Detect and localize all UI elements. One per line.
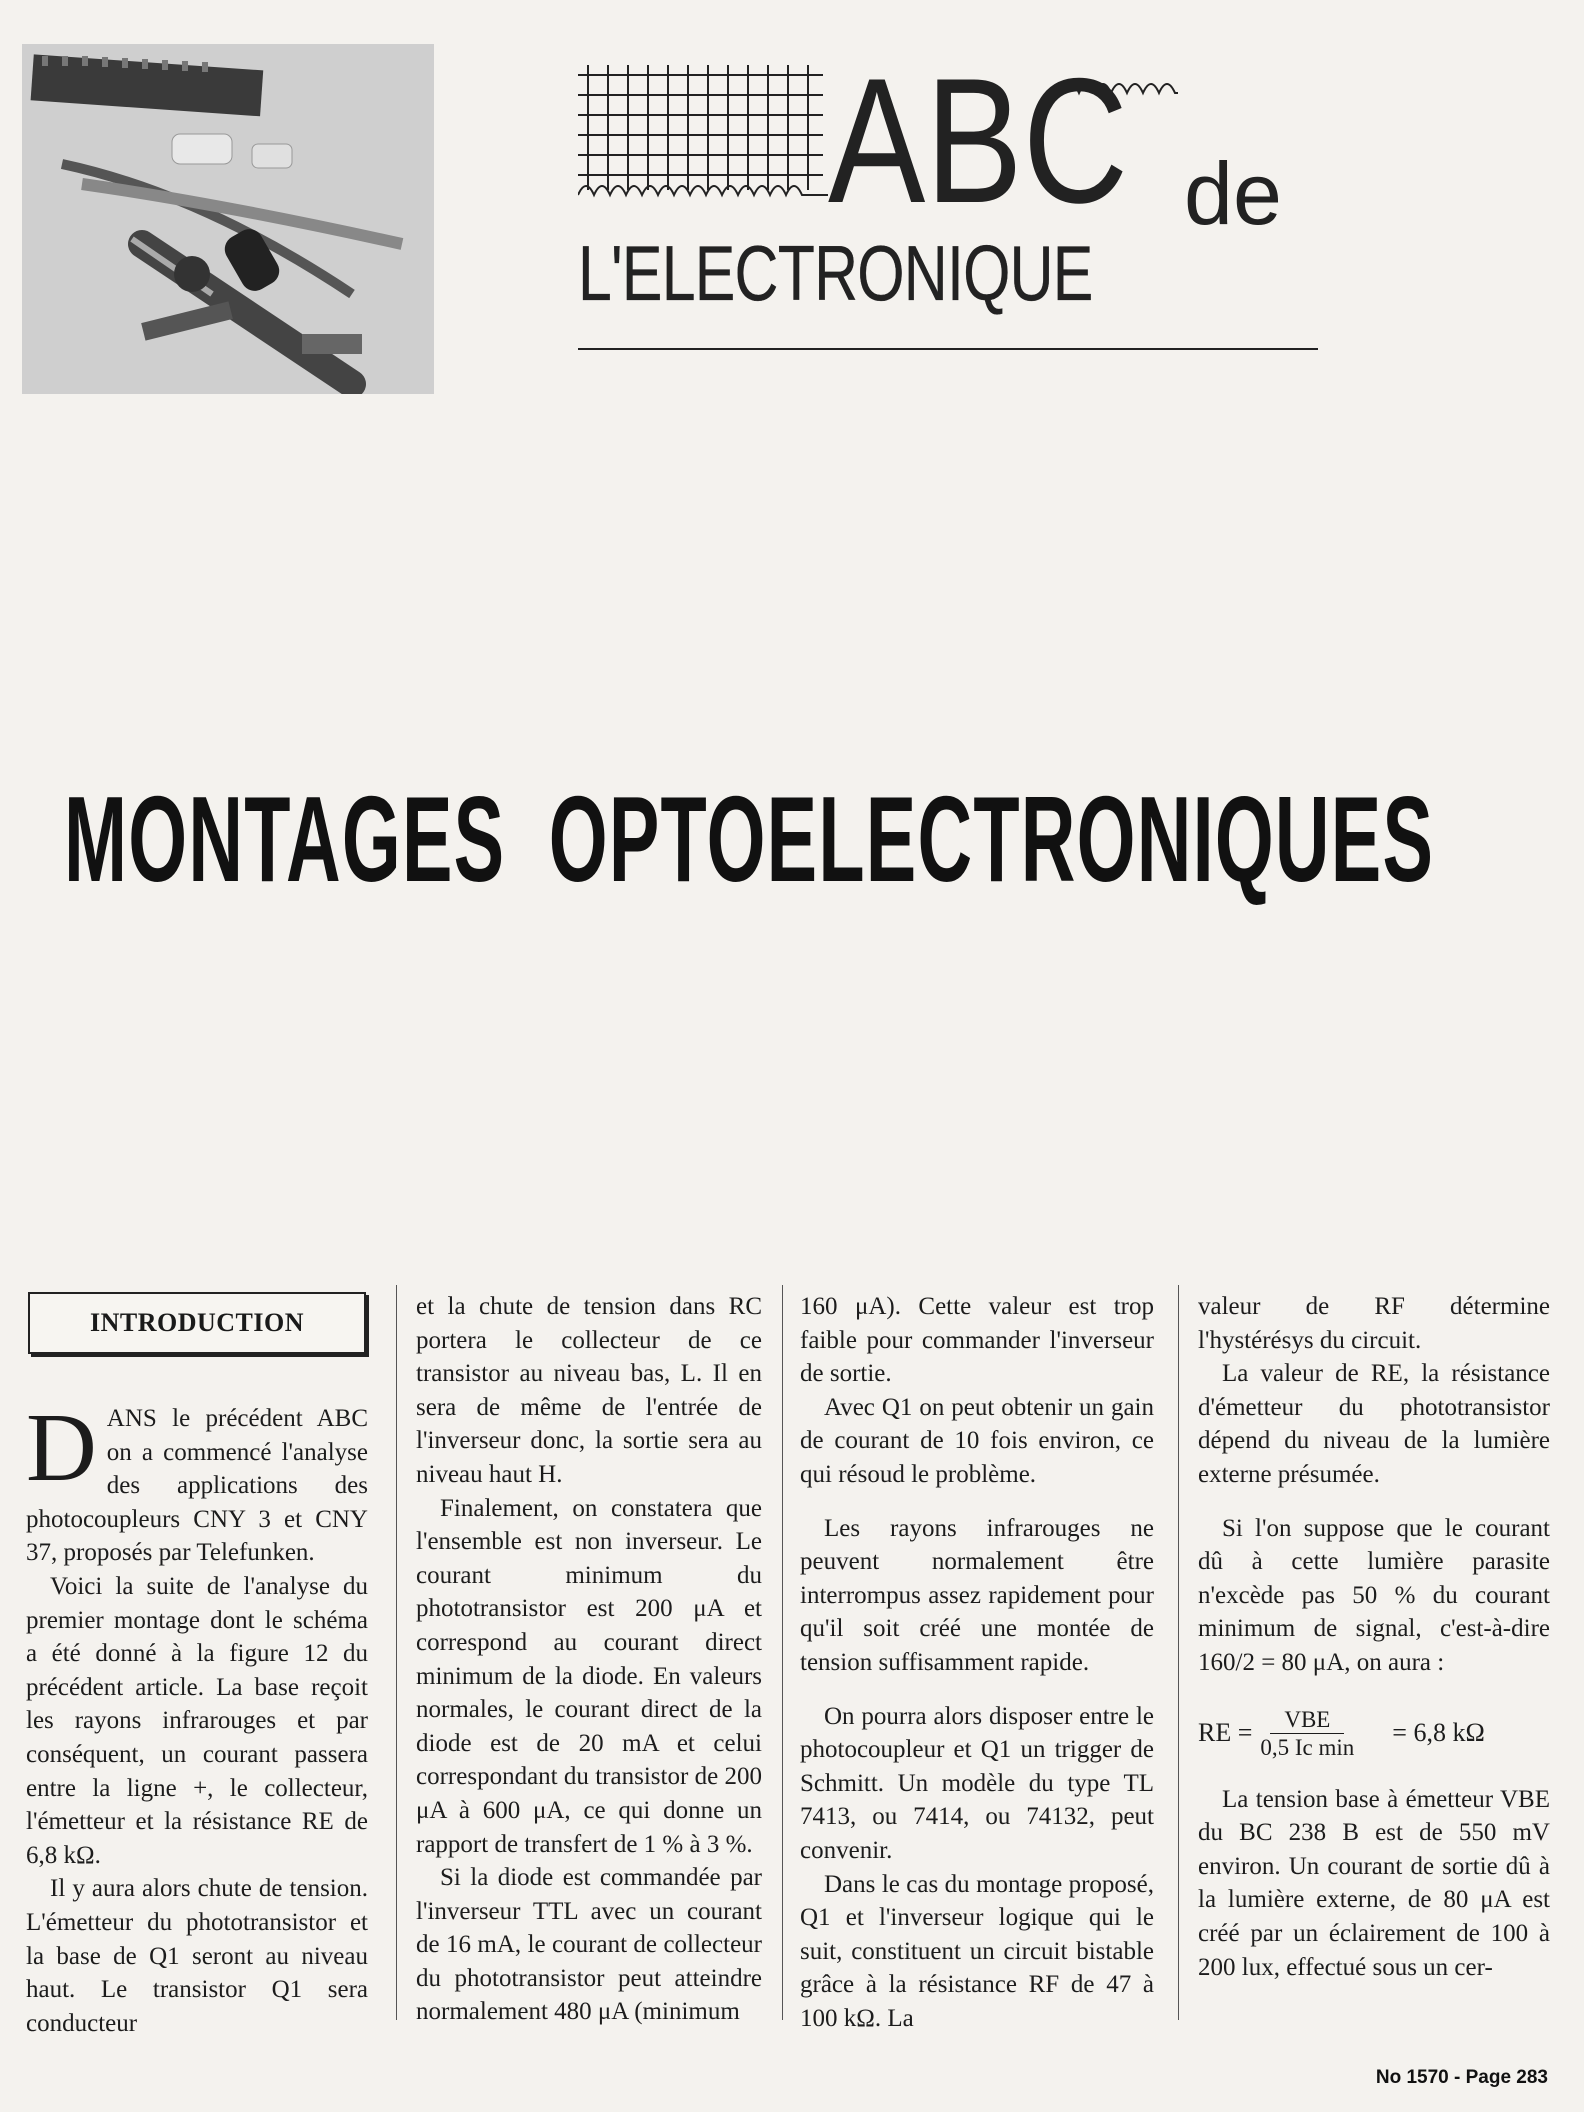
formula-denominator: 0,5 Ic min — [1260, 1734, 1355, 1760]
article-column-3 — [800, 1290, 1154, 2035]
paragraph: Finalement, on constatera que l'ensemble est non inverseur. Le courant minimum du phototransistor est 200 μA et correspond au courant direct minimum de la diode. En valeurs normales, le courant direct de la diode est de 20 mA et celui correspondant du transistor de 200 μA à 600 μA, ce qui donne un rapport de transfert de 1 % à 3 %. — [416, 1494, 762, 1858]
column-divider — [782, 1285, 783, 2020]
formula-lhs: RE = — [1198, 1718, 1253, 1748]
components-illustration — [22, 44, 434, 394]
paragraph: La valeur de RE, la résistance d'émetteur du phototransistor dépend du niveau de la lumière externe présumée. — [1198, 1360, 1550, 1488]
components-photo — [22, 44, 434, 394]
abc-heading: ABC — [828, 41, 1129, 240]
article-column-2 — [416, 1290, 762, 2029]
paragraph: La tension base à émetteur VBE du BC 238 B est de 550 mV environ. Un courant de sortie dû à la lumière externe, de 80 μA est créé par un éclairement de 100 à 200 lux, effectué sous un cer- — [1198, 1785, 1550, 1981]
de-heading: de — [1184, 144, 1282, 243]
title-word-1: MONTAGES — [64, 771, 506, 907]
title-word-2: OPTOELECTRONIQUES — [548, 771, 1435, 907]
electronique-heading: L'ELECTRONIQUE — [578, 229, 1093, 317]
paragraph: 160 μA). Cette valeur est trop faible pour commander l'inverseur de sortie. — [800, 1293, 1154, 1388]
formula-rhs: = 6,8 kΩ — [1392, 1718, 1485, 1748]
page-footer: No 1570 - Page 283 — [1375, 2067, 1548, 2088]
drop-cap: D — [26, 1394, 97, 1502]
column-divider — [396, 1285, 397, 2020]
header-rule — [578, 348, 1318, 350]
paragraph: Voici la suite de l'analyse du premier montage dont le schéma a été donné à la figure 12 du précédent article. La base reçoit les rayons infrarouges et par conséquent, un courant passera entre la ligne +, le collecteur, l'émetteur et la résistance RE de 6,8 kΩ. — [26, 1572, 368, 1869]
introduction-heading: INTRODUCTION — [28, 1292, 366, 1354]
formula-re — [1198, 1706, 1550, 1761]
paragraph: Si l'on suppose que le courant dû à cette lumière parasite n'excède pas 50 % du courant minimum de signal, c'est-à-dire 160/2 = 80 μA, on aura : — [1198, 1514, 1550, 1676]
paragraph: Si la diode est commandée par l'inverseur TTL avec un courant de 16 mA, le courant de collecteur du phototransistor peut atteindre normalement 480 μA (minimum — [416, 1864, 762, 2026]
page-title — [64, 771, 1435, 907]
article-column-4 — [1198, 1290, 1550, 1984]
paragraph: valeur de RF détermine l'hystérésys du circuit. — [1198, 1293, 1550, 1354]
paragraph: Les rayons infrarouges ne peuvent normalement être interrompus assez rapidement pour qu'il soit créé une montée de tension suffisamment rapide. — [800, 1514, 1154, 1676]
article-column-1 — [26, 1394, 368, 2040]
paragraph: Avec Q1 on peut obtenir un gain de courant de 10 fois environ, ce qui résoud le problème. — [800, 1393, 1154, 1488]
paragraph: DANS le précédent ABC on a commencé l'analyse des applications des photocoupleurs CNY 3 et CNY 37, proposés par Telefunken. — [26, 1394, 368, 1567]
paragraph: On pourra alors disposer entre le photocoupleur et Q1 un trigger de Schmitt. Un modèle du type TL 7413, ou 7414, ou 74132, peut convenir. — [800, 1702, 1154, 1864]
formula-numerator: VBE — [1270, 1706, 1344, 1734]
paragraph: Il y aura alors chute de tension. L'émetteur du phototransistor et la base de Q1 seront au niveau haut. Le transistor Q1 sera conducteur — [26, 1875, 368, 2037]
paragraph: et la chute de tension dans RC portera le collecteur de ce transistor au niveau bas, L. Il en sera de même de l'entrée de l'inverseur donc, la sortie sera au niveau haut H. — [416, 1293, 762, 1488]
column-divider — [1178, 1285, 1179, 2020]
paragraph: Dans le cas du montage proposé, Q1 et l'inverseur logique qui le suit, constituent un circuit bistable grâce à la résistance RF de 47 à 100 kΩ. La — [800, 1870, 1154, 2032]
formula-fraction — [1260, 1706, 1354, 1761]
